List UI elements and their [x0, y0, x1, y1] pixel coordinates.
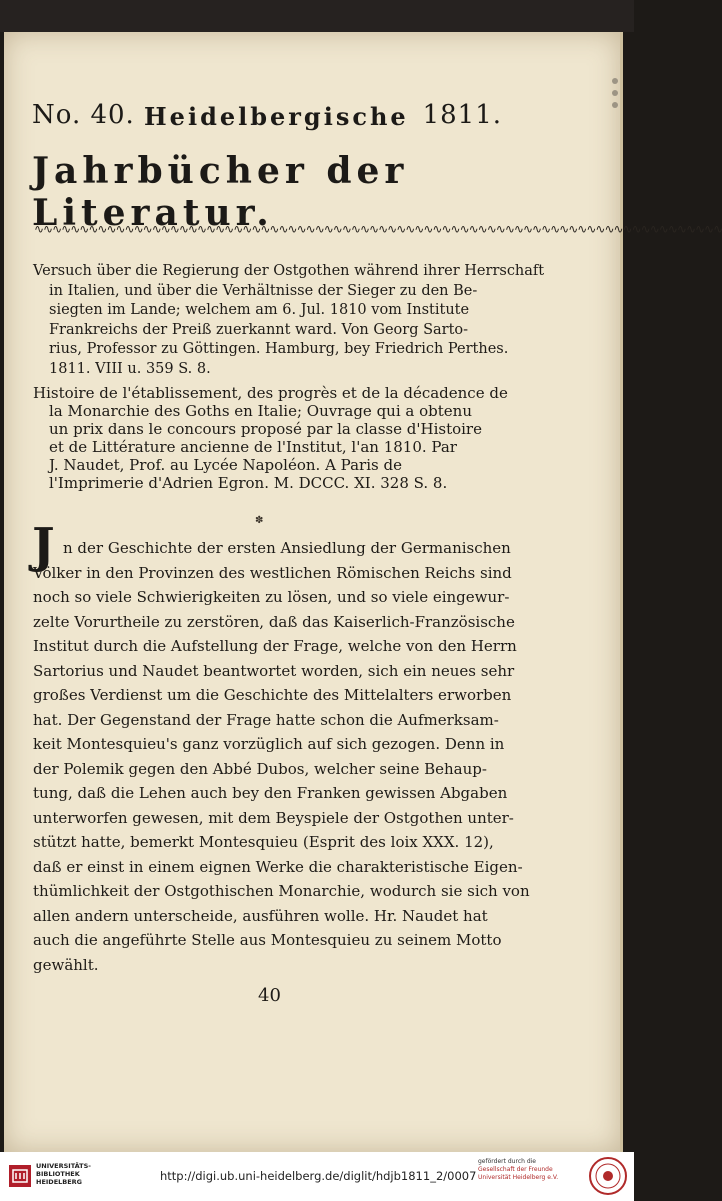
drop-capital: J [32, 518, 55, 574]
entry-line: rius, Professor zu Göttingen. Hamburg, bey Friedrich Perthes. [49, 341, 509, 357]
body-line: daß er einst in einem eignen Werke die charakteristische Eigen- [33, 857, 523, 876]
entry-line: l'Imprimerie d'Adrien Egron. M. DCCC. XI. 328 S. 8. [49, 474, 448, 492]
journal-header [32, 100, 502, 136]
entry-line: et de Littérature ancienne de l'Institut, l'an 1810. Par [49, 438, 457, 456]
entry-line: Frankreichs der Preiß zuerkannt ward. Von Georg Sarto- [49, 321, 469, 338]
journal-name: Heidelbergische [144, 102, 409, 131]
body-line: auch die angeführte Stelle aus Montesquieu zu seinem Motto [33, 931, 502, 949]
society-seal-icon [588, 1156, 628, 1196]
entry-line: un prix dans le concours proposé par la classe d'Histoire [49, 420, 482, 438]
french-entry [33, 384, 508, 492]
ornamental-rule: ∿∿∿∿∿∿∿∿∿∿∿∿∿∿∿∿∿∿∿∿∿∿∿∿∿∿∿∿∿∿∿∿∿∿∿∿∿∿∿∿∿∿∿∿∿∿∿∿∿∿∿∿∿∿∿∿∿∿∿∿∿∿∿∿∿∿∿∿∿∿∿∿∿∿∿∿ [34, 222, 722, 236]
entry-line: la Monarchie des Goths en Italie; Ouvrage qui a obtenu [49, 402, 472, 420]
body-line: der Polemik gegen den Abbé Dubos, welcher seine Behaup- [33, 759, 487, 778]
entry-line: siegten im Lande; welchem am 6. Jul. 1810 vom Institute [49, 302, 470, 318]
library-logo-icon[interactable] [8, 1164, 32, 1188]
body-line: thümlichkeit der Ostgothischen Monarchie, wodurch sie sich von [33, 882, 530, 900]
page-number: 40 [258, 985, 281, 1006]
page-url-link[interactable]: http://digi.ub.uni-heidelberg.de/diglit/hdjb1811_2/0007 [160, 1169, 477, 1183]
printer-mark-icon: ✽ [255, 515, 264, 526]
sponsor-line: Universität Heidelberg e.V. [478, 1174, 559, 1181]
body-line: hat. Der Gegenstand der Frage hatte schon die Aufmerksam- [33, 710, 499, 729]
body-line: keit Montesquieu's ganz vorzüglich auf sich gezogen. Denn in [33, 735, 505, 753]
body-line: großes Verdienst um die Geschichte des Mittelalters erworben [33, 686, 512, 704]
journal-title: Jahrbücher der Literatur. [32, 150, 409, 234]
entry-line: J. Naudet, Prof. au Lycée Napoléon. A Paris de [49, 456, 402, 474]
entry-line: Versuch über die Regierung der Ostgothen während ihrer Herrschaft [33, 263, 545, 279]
body-line: Institut durch die Aufstellung der Frage, welche von den Herrn [33, 637, 517, 655]
library-name-line: UNIVERSITÄTS- [36, 1162, 91, 1170]
library-name-line: HEIDELBERG [36, 1178, 83, 1186]
body-line: gewählt. [33, 955, 99, 974]
body-line: n der Geschichte der ersten Ansiedlung der Germanischen [63, 539, 511, 557]
scroll-dots [610, 72, 620, 132]
sponsor-line: gefördert durch die [478, 1158, 536, 1165]
issue-number: No. 40. [32, 100, 135, 130]
body-text [33, 536, 530, 977]
body-line: tung, daß die Lehen auch bey den Franken gewissen Abgaben [33, 784, 508, 802]
entry-line: Histoire de l'établissement, des progrès et de la décadence de [33, 384, 508, 402]
body-line: Völker in den Provinzen des westlichen Römischen Reichs sind [33, 563, 512, 582]
body-line: stützt hatte, bemerkt Montesquieu (Esprit des loix XXX. 12), [33, 833, 494, 851]
viewer-footer [0, 1152, 634, 1201]
library-name [36, 1162, 91, 1186]
journal-year: 1811. [422, 100, 502, 130]
body-line: zelte Vorurtheile zu zerstören, daß das Kaiserlich-Französische [33, 612, 515, 631]
sponsor-line: Gesellschaft der Freunde [478, 1166, 553, 1173]
body-line: noch so viele Schwierigkeiten zu lösen, und so viele eingewur- [33, 588, 510, 606]
entry-line: 1811. VIII u. 359 S. 8. [49, 360, 211, 377]
body-line: Sartorius und Naudet beantwortet worden, sich ein neues sehr [33, 661, 515, 680]
body-line: allen andern unterscheide, ausführen wolle. Hr. Naudet hat [33, 906, 488, 925]
body-line: unterworfen gewesen, mit dem Beyspiele der Ostgothen unter- [33, 808, 514, 827]
entry-line: in Italien, und über die Verhältnisse der Sieger zu den Be- [49, 282, 478, 299]
library-name-line: BIBLIOTHEK [36, 1170, 80, 1178]
top-dark-strip [0, 0, 634, 32]
german-entry [33, 262, 545, 379]
sponsor-note [478, 1158, 588, 1182]
